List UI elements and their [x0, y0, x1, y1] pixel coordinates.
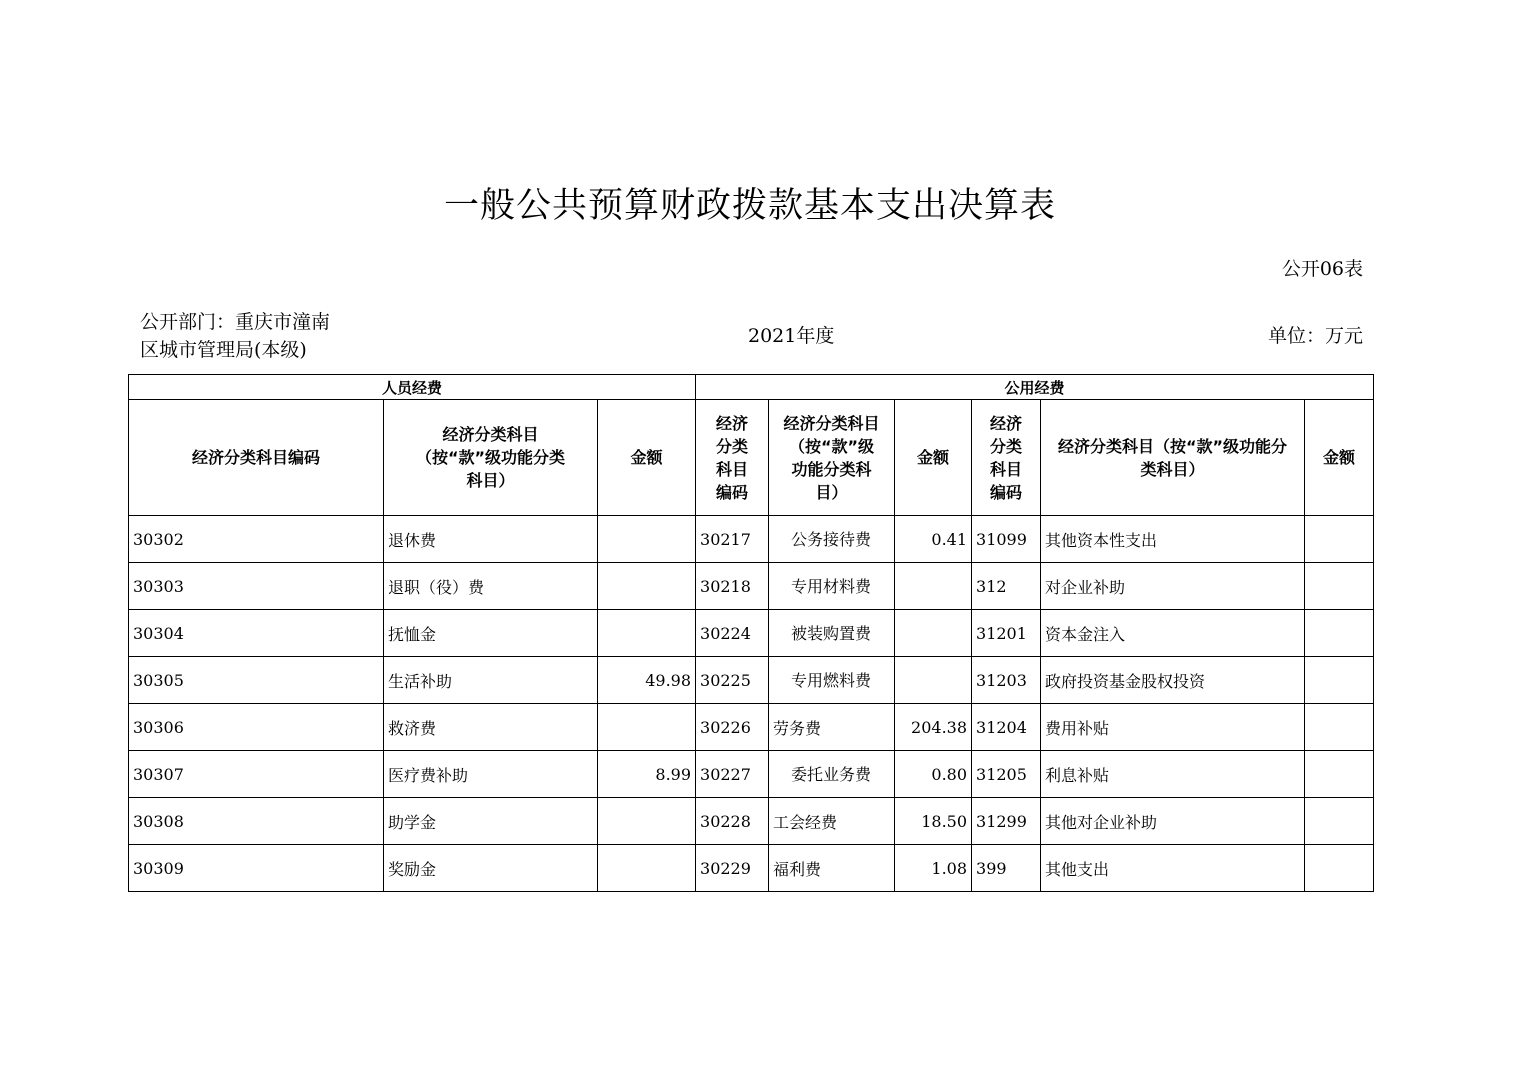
table-row: [129, 798, 1374, 845]
personnel-amount-cell: [598, 845, 696, 892]
department-label: [140, 308, 330, 364]
header-capital-name: 经济分类科目（按“款”级功能分类科目）: [1041, 400, 1305, 516]
table-row: [129, 563, 1374, 610]
public-name-text: 委托业务费: [791, 764, 872, 784]
public-name-cell: [769, 751, 895, 798]
capital-amount-cell: [1305, 610, 1374, 657]
header-public-code: 经济分类科目编码: [696, 400, 769, 516]
department-line-1: 公开部门：重庆市潼南: [140, 311, 331, 333]
public-name-text: 被装购置费: [791, 623, 872, 643]
form-number: 公开06表: [1281, 258, 1363, 280]
public-amount-cell: 18.50: [895, 798, 972, 845]
personnel-amount-cell: [598, 516, 696, 563]
public-amount-cell: 204.38: [895, 704, 972, 751]
public-name-cell: 工会经费: [769, 798, 895, 845]
table-row: [129, 610, 1374, 657]
capital-code-cell: 31299: [972, 798, 1041, 845]
department-line-2: 区城市管理局(本级): [140, 339, 307, 361]
personnel-name-cell: 退休费: [384, 516, 598, 563]
capital-name-cell: 其他对企业补助: [1041, 798, 1305, 845]
capital-amount-cell: [1305, 516, 1374, 563]
header-capital-code: 经济分类科目编码: [972, 400, 1041, 516]
capital-code-cell: 31201: [972, 610, 1041, 657]
public-amount-cell: 0.80: [895, 751, 972, 798]
capital-name-cell: 资本金注入: [1041, 610, 1305, 657]
public-code-cell: 30218: [696, 563, 769, 610]
personnel-code-cell: 30307: [129, 751, 384, 798]
header-personnel-code: 经济分类科目编码: [129, 400, 384, 516]
personnel-code-cell: 30306: [129, 704, 384, 751]
capital-amount-cell: [1305, 704, 1374, 751]
capital-code-cell: 399: [972, 845, 1041, 892]
table-row: [129, 657, 1374, 704]
capital-code-cell: 31099: [972, 516, 1041, 563]
public-code-cell: 30225: [696, 657, 769, 704]
public-code-cell: 30228: [696, 798, 769, 845]
table-row: [129, 516, 1374, 563]
public-amount-cell: [895, 610, 972, 657]
public-code-cell: 30226: [696, 704, 769, 751]
capital-amount-cell: [1305, 751, 1374, 798]
public-name-cell: 福利费: [769, 845, 895, 892]
personnel-amount-cell: [598, 610, 696, 657]
header-public-amount: 金额: [895, 400, 972, 516]
personnel-name-cell: 医疗费补助: [384, 751, 598, 798]
header-public-name: 经济分类科目（按“款”级功能分类科目）: [769, 400, 895, 516]
column-header-row: [129, 400, 1374, 516]
budget-table: [128, 374, 1374, 892]
personnel-name-cell: 抚恤金: [384, 610, 598, 657]
group-personnel: 人员经费: [129, 375, 696, 400]
header-personnel-name: 经济分类科目（按“款”级功能分类科目）: [384, 400, 598, 516]
capital-amount-cell: [1305, 563, 1374, 610]
public-name-cell: [769, 563, 895, 610]
public-name-cell: 劳务费: [769, 704, 895, 751]
fiscal-year: 2021年度: [748, 325, 835, 347]
public-name-cell: [769, 610, 895, 657]
personnel-amount-cell: [598, 563, 696, 610]
public-code-cell: 30227: [696, 751, 769, 798]
capital-name-cell: 其他资本性支出: [1041, 516, 1305, 563]
personnel-code-cell: 30305: [129, 657, 384, 704]
capital-name-cell: 利息补贴: [1041, 751, 1305, 798]
public-name-text: 公务接待费: [791, 529, 872, 549]
personnel-code-cell: 30308: [129, 798, 384, 845]
public-amount-cell: 0.41: [895, 516, 972, 563]
personnel-code-cell: 30309: [129, 845, 384, 892]
page-title: 一般公共预算财政拨款基本支出决算表: [443, 186, 1056, 226]
public-name-text: 专用材料费: [791, 576, 872, 596]
capital-code-cell: 31204: [972, 704, 1041, 751]
personnel-name-cell: 助学金: [384, 798, 598, 845]
capital-name-cell: 对企业补助: [1041, 563, 1305, 610]
group-public: 公用经费: [696, 375, 1374, 400]
group-header-row: [129, 375, 1374, 400]
personnel-amount-cell: [598, 798, 696, 845]
capital-amount-cell: [1305, 657, 1374, 704]
public-name-cell: [769, 657, 895, 704]
header-personnel-amount: 金额: [598, 400, 696, 516]
public-name-cell: [769, 516, 895, 563]
public-name-text: 专用燃料费: [791, 670, 872, 690]
capital-code-cell: 312: [972, 563, 1041, 610]
header-capital-amount: 金额: [1305, 400, 1374, 516]
personnel-code-cell: 30303: [129, 563, 384, 610]
personnel-amount-cell: 8.99: [598, 751, 696, 798]
public-amount-cell: 1.08: [895, 845, 972, 892]
capital-name-cell: 政府投资基金股权投资: [1041, 657, 1305, 704]
unit-label: 单位：万元: [1267, 325, 1363, 347]
capital-code-cell: 31205: [972, 751, 1041, 798]
personnel-amount-cell: [598, 704, 696, 751]
capital-name-cell: 其他支出: [1041, 845, 1305, 892]
public-amount-cell: [895, 563, 972, 610]
public-code-cell: 30224: [696, 610, 769, 657]
personnel-code-cell: 30304: [129, 610, 384, 657]
personnel-name-cell: 奖励金: [384, 845, 598, 892]
capital-amount-cell: [1305, 798, 1374, 845]
personnel-name-cell: 生活补助: [384, 657, 598, 704]
capital-code-cell: 31203: [972, 657, 1041, 704]
table-row: [129, 845, 1374, 892]
capital-amount-cell: [1305, 845, 1374, 892]
personnel-name-cell: 救济费: [384, 704, 598, 751]
public-amount-cell: [895, 657, 972, 704]
public-code-cell: 30229: [696, 845, 769, 892]
table-row: [129, 704, 1374, 751]
personnel-amount-cell: 49.98: [598, 657, 696, 704]
personnel-name-cell: 退职（役）费: [384, 563, 598, 610]
capital-name-cell: 费用补贴: [1041, 704, 1305, 751]
personnel-code-cell: 30302: [129, 516, 384, 563]
public-code-cell: 30217: [696, 516, 769, 563]
table-row: [129, 751, 1374, 798]
